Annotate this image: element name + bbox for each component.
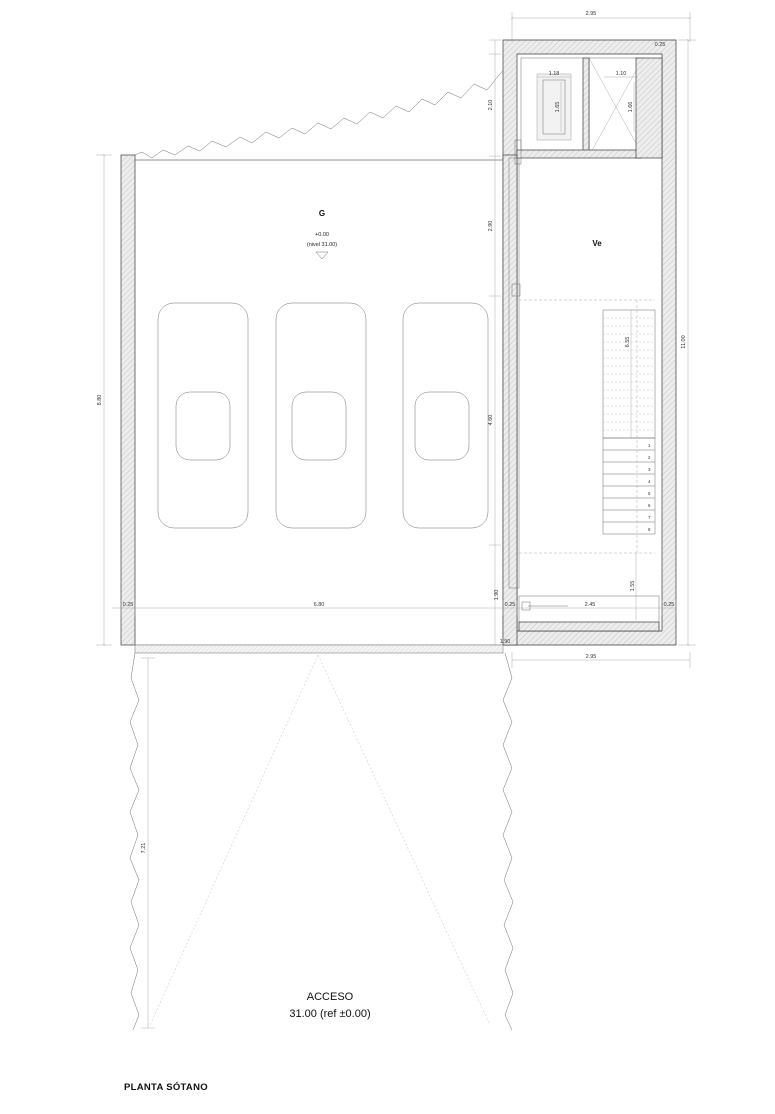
dimension-bottom-outer [512, 652, 690, 668]
dim-inner-1-10: 1.10 [615, 71, 627, 77]
dim-right-1-90: 1.90 [494, 589, 500, 601]
level-marker-triangle [316, 252, 328, 259]
svg-text:2: 2 [648, 455, 651, 460]
dim-stair-1-55: 1.55 [630, 580, 636, 592]
dim-bottom-0-25-d: 1.90 [499, 639, 511, 645]
dimension-stairs [625, 310, 636, 620]
dimension-top [512, 11, 690, 42]
dim-right-2-10: 2.10 [488, 99, 494, 111]
svg-text:8: 8 [648, 527, 651, 532]
svg-text:6: 6 [648, 503, 651, 508]
dim-bottom-2-45: 2.45 [584, 602, 596, 608]
room-level-g-line2: (nivel 31.00) [306, 242, 338, 248]
access-view-lines [150, 655, 490, 1025]
svg-text:4: 4 [648, 479, 651, 484]
dim-stair-6-55: 6.55 [625, 336, 631, 348]
staircase-upper [603, 310, 655, 438]
dim-site-7-21: 7.21 [141, 842, 147, 854]
terrain-boundary [130, 47, 512, 158]
dim-bottom-0-25-b: 0.25 [504, 602, 516, 608]
parking-bays [158, 303, 488, 528]
dim-right-0-25-top: 0.25 [654, 42, 666, 48]
svg-text:1: 1 [648, 443, 651, 448]
dim-left-8-80: 8.80 [97, 394, 103, 406]
building-walls [121, 40, 676, 645]
svg-text:3: 3 [648, 467, 651, 472]
dim-bottom-6-80: 6.80 [313, 602, 325, 608]
dim-top-2-95: 2.95 [585, 11, 597, 17]
svg-text:5: 5 [648, 491, 651, 496]
dim-right-11-00: 11.00 [681, 335, 687, 349]
dimension-left-outer [96, 155, 112, 645]
dim-bottom-0-25-c: 0.25 [663, 602, 675, 608]
dim-right-4-60: 4.60 [488, 414, 494, 426]
dim-bottom-2-95: 2.95 [585, 654, 597, 660]
dim-inner-1-66: 1.66 [628, 101, 634, 113]
svg-text:7: 7 [648, 515, 651, 520]
dim-bottom-0-25-a: 0.25 [122, 602, 134, 608]
room-label-g: G [318, 209, 326, 218]
room-label-ve: Ve [592, 239, 602, 248]
drawing-title: PLANTA SÓTANO [124, 1082, 208, 1093]
garage-door [135, 645, 503, 653]
dimension-site-left [141, 658, 155, 1028]
site-boundary-lines [130, 653, 513, 1030]
lift-shaft-room [517, 58, 662, 158]
dimension-right-outer [678, 40, 696, 645]
room-level-g-line1: +0.00 [315, 232, 329, 238]
access-label-line2: 31.00 (ref ±0.00) [289, 1008, 371, 1020]
dim-inner-1-65: 1.65 [555, 101, 561, 113]
dim-inner-1-18: 1.18 [548, 71, 560, 77]
access-label-line1: ACCESO [306, 991, 354, 1003]
dim-right-2-90: 2.90 [488, 220, 494, 232]
staircase-lower [603, 438, 655, 534]
